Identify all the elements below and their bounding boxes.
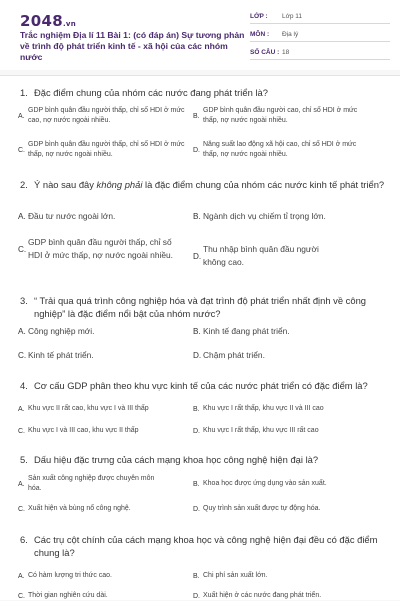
- option-text: Thu nhập bình quân đầu người không cao.: [203, 244, 319, 267]
- option-text: Xuất hiện và bùng nổ công nghệ.: [28, 505, 131, 512]
- logo-suffix: .vn: [62, 20, 77, 28]
- option-b[interactable]: [193, 210, 373, 223]
- question-number: 5.: [20, 454, 28, 465]
- option-letter: C.: [18, 351, 27, 360]
- site-logo[interactable]: [20, 12, 76, 30]
- option-text: GDP bình quân đầu người thấp, chỉ số HDI ở mức thấp, nợ nước ngoài nhiều.: [28, 237, 174, 260]
- option-letter: B.: [193, 327, 201, 336]
- question-text: Ý nào sau đây không phải là đặc điểm chung của nhóm các nước kinh tế phát triển?: [34, 179, 385, 190]
- option-d[interactable]: [193, 504, 373, 514]
- meta-key: SỐ CÂU :: [250, 49, 280, 56]
- option-text: Xuất hiện ở các nước đang phát triển.: [203, 592, 322, 599]
- option-letter: B.: [193, 212, 201, 221]
- question-number: 1.: [20, 87, 28, 98]
- option-d[interactable]: [193, 243, 343, 269]
- meta-row-class: [250, 10, 390, 24]
- option-d[interactable]: [193, 426, 365, 436]
- meta-row-subject: [250, 28, 390, 42]
- question-number: 3.: [20, 295, 28, 306]
- option-letter: D.: [193, 592, 200, 600]
- logo-text: 2048: [20, 12, 63, 30]
- option-text: Ngành dịch vụ chiếm tỉ trọng lớn.: [203, 211, 326, 221]
- option-text: Chi phí sản xuất lớn.: [203, 572, 268, 579]
- option-text: Khu vực I và III cao, khu vực II thấp: [28, 427, 139, 434]
- option-letter: A.: [18, 405, 25, 413]
- question-sheet: [0, 75, 400, 600]
- option-text: Khu vực I rất thấp, khu vực II và III cao: [203, 405, 324, 412]
- option-letter: D.: [193, 505, 200, 513]
- question-text: Cơ cấu GDP phân theo khu vực kinh tế của các nước phát triển có đặc điểm là?: [34, 380, 368, 391]
- option-letter: B.: [193, 112, 200, 120]
- option-letter: C.: [18, 505, 25, 513]
- option-c[interactable]: [18, 349, 190, 362]
- option-text: Chậm phát triển.: [203, 350, 265, 360]
- question-text: Đặc điểm chung của nhóm các nước đang phát triển là?: [34, 87, 268, 98]
- question-2: [20, 178, 390, 191]
- option-text: Quy trình sản xuất được tự động hóa.: [203, 505, 321, 512]
- question-text: Dấu hiệu đặc trưng của cách mạng khoa học công nghệ hiện đại là?: [34, 454, 319, 465]
- option-c[interactable]: [18, 426, 190, 436]
- option-text: GDP bình quân đầu người thấp, chỉ số HDI ở mức cao, nợ nước ngoài nhiều.: [28, 107, 185, 124]
- question-text: “ Trải qua quá trình công nghiệp hóa và đạt trình độ phát triển nhất định về công nghiệp” là đặc điểm nổi bật của nhóm nước?: [34, 295, 367, 319]
- question-4: [20, 379, 390, 392]
- option-d[interactable]: [193, 349, 365, 362]
- option-b[interactable]: [193, 479, 373, 489]
- question-number: 2.: [20, 179, 28, 190]
- option-letter: D.: [193, 251, 202, 261]
- option-text: Năng suất lao động xã hội cao, chỉ số HDI ở mức thấp, nợ nước ngoài nhiều.: [203, 141, 357, 158]
- option-b[interactable]: [193, 106, 365, 126]
- option-letter: B.: [193, 405, 200, 413]
- option-letter: C.: [18, 592, 25, 600]
- option-letter: D.: [193, 146, 200, 154]
- option-text: Sản xuất công nghiệp được chuyên môn hóa.: [28, 475, 155, 492]
- option-letter: C.: [18, 146, 25, 154]
- option-c[interactable]: [18, 504, 190, 514]
- question-number: 4.: [20, 380, 28, 391]
- quiz-meta: [250, 10, 390, 64]
- option-text: Khu vực I rất thấp, khu vực III rất cao: [203, 427, 319, 434]
- option-letter: D.: [193, 351, 202, 360]
- quiz-title: Trắc nghiệm Địa lí 11 Bài 1: (có đáp án) Sự tương phản về trình độ phát triển kinh tế - xã hội của các nhóm nước: [20, 30, 245, 62]
- option-text: Khu vực II rất cao, khu vực I và III thấp: [28, 405, 149, 412]
- question-1: [20, 86, 390, 99]
- option-letter: C.: [18, 244, 27, 254]
- option-b[interactable]: [193, 325, 365, 338]
- option-text: Kinh tế đang phát triển.: [203, 326, 290, 336]
- page-header: [0, 0, 400, 70]
- option-text: Công nghiệp mới.: [28, 326, 95, 336]
- option-letter: A.: [18, 327, 26, 336]
- option-letter: A.: [18, 572, 25, 580]
- option-text: Khoa học được ứng dụng vào sản xuất.: [203, 480, 327, 487]
- option-letter: D.: [193, 427, 200, 435]
- option-b[interactable]: [193, 404, 365, 414]
- meta-value: Lớp 11: [282, 13, 303, 20]
- option-c[interactable]: [18, 236, 186, 262]
- option-letter: A.: [18, 112, 25, 120]
- option-letter: A.: [18, 480, 25, 488]
- option-text: Thời gian nghiên cứu dài.: [28, 592, 108, 599]
- option-text: GDP bình quân đầu người thấp, chỉ số HDI ở mức thấp, nợ nước ngoài nhiều.: [28, 141, 185, 158]
- question-6: [20, 533, 390, 559]
- question-3: [20, 294, 390, 320]
- option-letter: B.: [193, 480, 200, 488]
- option-a[interactable]: [18, 106, 190, 126]
- option-letter: A.: [18, 212, 26, 221]
- question-text: Các trụ cột chính của cách mạng khoa học và công nghệ hiện đại đều có đặc điểm chung là?: [34, 534, 378, 558]
- option-a[interactable]: [18, 325, 190, 338]
- option-c[interactable]: [18, 140, 190, 160]
- meta-key: MÔN :: [250, 31, 270, 38]
- option-a[interactable]: [18, 474, 168, 494]
- option-text: Kinh tế phát triển.: [28, 350, 94, 360]
- option-a[interactable]: [18, 571, 190, 581]
- meta-key: LỚP :: [250, 13, 268, 20]
- option-text: Đầu tư nước ngoài lớn.: [28, 211, 116, 221]
- option-text: Có hàm lượng tri thức cao.: [28, 572, 112, 579]
- option-a[interactable]: [18, 210, 190, 223]
- option-a[interactable]: [18, 404, 190, 414]
- question-5: [20, 453, 390, 466]
- question-number: 6.: [20, 534, 28, 545]
- option-letter: C.: [18, 427, 25, 435]
- meta-row-count: [250, 46, 390, 60]
- meta-value: Địa lý: [282, 31, 299, 38]
- meta-value: 18: [282, 49, 290, 56]
- option-text: GDP bình quân đầu người cao, chỉ số HDI ở mức thấp, nợ nước ngoài nhiều.: [203, 107, 358, 124]
- question-emphasis: không phải: [96, 179, 143, 190]
- option-letter: B.: [193, 572, 200, 580]
- option-d[interactable]: [193, 140, 365, 160]
- option-b[interactable]: [193, 571, 365, 581]
